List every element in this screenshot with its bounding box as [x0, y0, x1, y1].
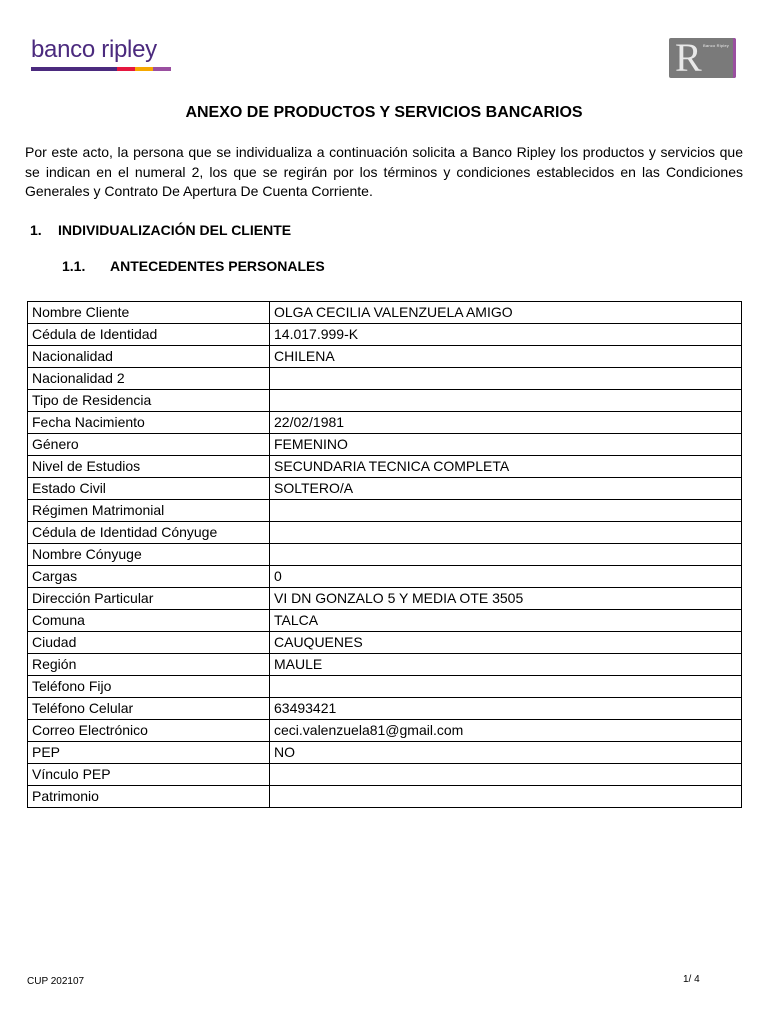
field-value: ceci.valenzuela81@gmail.com [270, 720, 742, 742]
section-title: INDIVIDUALIZACIÓN DEL CLIENTE [58, 222, 292, 238]
field-value [270, 368, 742, 390]
footer-code: CUP 202107 [27, 976, 85, 987]
field-value: 0 [270, 566, 742, 588]
field-label: Cargas [28, 566, 270, 588]
table-row [28, 742, 742, 764]
page-number: 1/ 4 [683, 974, 700, 985]
card-letter: R [675, 38, 702, 78]
field-label: Patrimonio [28, 786, 270, 808]
field-label: Teléfono Celular [28, 698, 270, 720]
field-value: CHILENA [270, 346, 742, 368]
table-row [28, 676, 742, 698]
logo-bar-violet [153, 67, 171, 71]
table-row [28, 786, 742, 808]
field-label: Nombre Cónyuge [28, 544, 270, 566]
table-row [28, 610, 742, 632]
section-heading-1-1 [62, 258, 325, 274]
field-label: PEP [28, 742, 270, 764]
table-row [28, 478, 742, 500]
logo-color-bar [31, 67, 171, 71]
field-value: NO [270, 742, 742, 764]
table-row [28, 346, 742, 368]
field-label: Cédula de Identidad [28, 324, 270, 346]
subsection-number: 1.1. [62, 258, 86, 274]
subsection-title: ANTECEDENTES PERSONALES [110, 258, 325, 274]
document-title: ANEXO DE PRODUCTOS Y SERVICIOS BANCARIOS [185, 104, 583, 121]
logo-bar-purple [31, 67, 117, 71]
table-row [28, 456, 742, 478]
table-row [28, 632, 742, 654]
card-stripe [733, 38, 736, 78]
field-value: CAUQUENES [270, 632, 742, 654]
field-value: 14.017.999-K [270, 324, 742, 346]
field-label: Nacionalidad [28, 346, 270, 368]
table-row [28, 764, 742, 786]
field-label: Fecha Nacimiento [28, 412, 270, 434]
table-row [28, 368, 742, 390]
field-label: Régimen Matrimonial [28, 500, 270, 522]
banco-ripley-logo [31, 36, 176, 71]
logo-bar-yellow [135, 67, 153, 71]
section-heading-1 [30, 222, 291, 238]
field-label: Región [28, 654, 270, 676]
logo-text: banco ripley [31, 36, 157, 63]
section-number: 1. [30, 222, 42, 238]
table-row [28, 434, 742, 456]
field-value [270, 544, 742, 566]
field-label: Comuna [28, 610, 270, 632]
field-value: FEMENINO [270, 434, 742, 456]
field-label: Nacionalidad 2 [28, 368, 270, 390]
table-row [28, 324, 742, 346]
field-label: Nivel de Estudios [28, 456, 270, 478]
table-row [28, 588, 742, 610]
field-label: Estado Civil [28, 478, 270, 500]
field-value [270, 786, 742, 808]
personal-data-table [27, 301, 742, 808]
field-label: Nombre Cliente [28, 302, 270, 324]
table-row [28, 302, 742, 324]
field-value: VI DN GONZALO 5 Y MEDIA OTE 3505 [270, 588, 742, 610]
card-text: Banco Ripley [703, 43, 729, 48]
field-label: Dirección Particular [28, 588, 270, 610]
table-row [28, 566, 742, 588]
field-value [270, 500, 742, 522]
field-value [270, 676, 742, 698]
ripley-card-logo [669, 38, 736, 78]
logo-bar-red [117, 67, 135, 71]
field-value: 22/02/1981 [270, 412, 742, 434]
field-value: SOLTERO/A [270, 478, 742, 500]
table-row [28, 698, 742, 720]
table-row [28, 654, 742, 676]
field-label: Género [28, 434, 270, 456]
table-row [28, 544, 742, 566]
field-value: MAULE [270, 654, 742, 676]
field-value: SECUNDARIA TECNICA COMPLETA [270, 456, 742, 478]
field-value: TALCA [270, 610, 742, 632]
field-value: OLGA CECILIA VALENZUELA AMIGO [270, 302, 742, 324]
field-label: Cédula de Identidad Cónyuge [28, 522, 270, 544]
table-row [28, 522, 742, 544]
intro-paragraph: Por este acto, la persona que se individualiza a continuación solicita a Banco Ripley los productos y servicios que se indican en el numeral 2, los que se regirán por los términos y condiciones establecidos en las Condiciones Generales y Contrato De Apertura De Cuenta Corriente. [25, 144, 743, 199]
table-row [28, 720, 742, 742]
field-value [270, 522, 742, 544]
table-row [28, 500, 742, 522]
field-value: 63493421 [270, 698, 742, 720]
field-value [270, 764, 742, 786]
field-label: Tipo de Residencia [28, 390, 270, 412]
table-row [28, 412, 742, 434]
field-label: Vínculo PEP [28, 764, 270, 786]
field-label: Correo Electrónico [28, 720, 270, 742]
table-row [28, 390, 742, 412]
field-value [270, 390, 742, 412]
field-label: Teléfono Fijo [28, 676, 270, 698]
field-label: Ciudad [28, 632, 270, 654]
